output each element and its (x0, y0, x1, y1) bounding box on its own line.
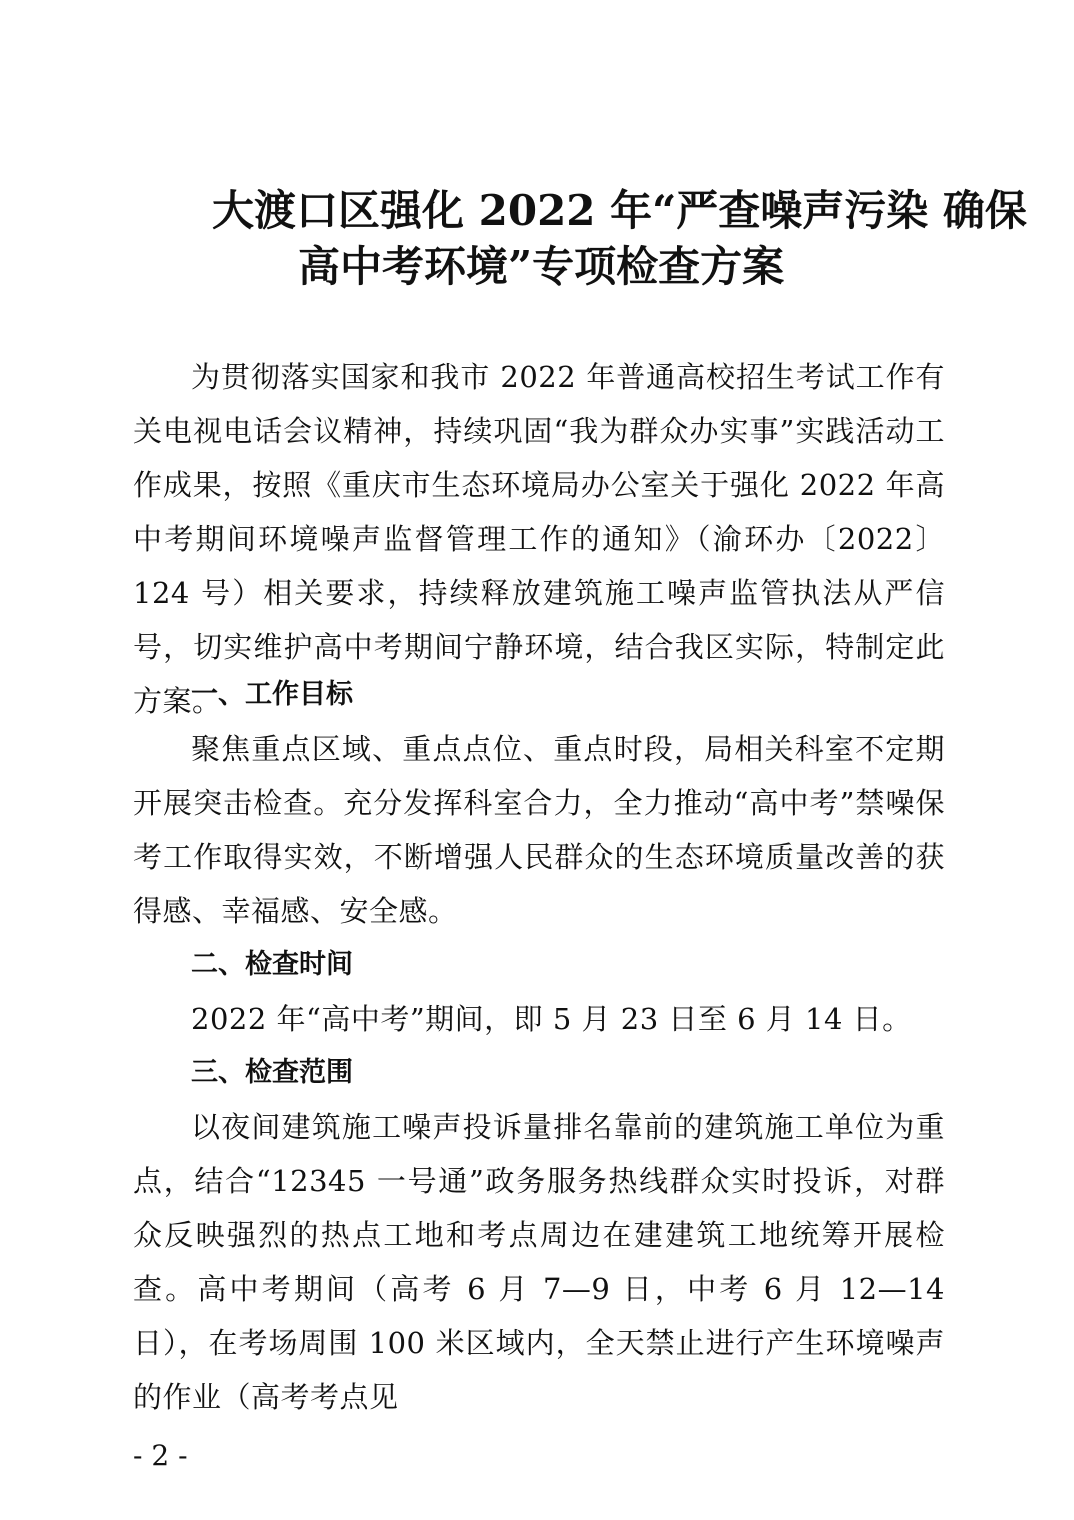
document-title-line-2: 高中考环境”专项检查方案 (298, 242, 785, 291)
section-heading-goals: 一、工作目标 (191, 679, 353, 710)
section-body-time: 2022 年“高中考”期间，即 5 月 23 日至 6 月 14 日。 (191, 1002, 912, 1036)
document-title-line-1: 大渡口区强化 2022 年“严查噪声污染 确保 (212, 186, 1027, 235)
section-heading-time: 二、检查时间 (191, 949, 353, 980)
page-number: - 2 - (133, 1439, 188, 1472)
intro-paragraph: 为贯彻落实国家和我市 2022 年普通高校招生考试工作有关电视电话会议精神，持续巩固“我为群众办实事”实践活动工作成果，按照《重庆市生态环境局办公室关于强化 2022 年高中考期间环境噪声监督管理工作的通知》（渝环办〔2022〕124 号）相关要求，持续释放建筑施工噪声监管执法从严信号，切实维护高中考期间宁静环境，结合我区实际，特制定此方案。 (133, 360, 945, 718)
section-body-goals: 聚焦重点区域、重点点位、重点时段，局相关科室不定期开展突击检查。充分发挥科室合力，全力推动“高中考”禁噪保考工作取得实效，不断增强人民群众的生态环境质量改善的获得感、幸福感、安全感。 (133, 732, 945, 928)
section-heading-scope: 三、检查范围 (191, 1057, 353, 1088)
section-body-scope: 以夜间建筑施工噪声投诉量排名靠前的建筑施工单位为重点，结合“12345 一号通”政务服务热线群众实时投诉，对群众反映强烈的热点工地和考点周边在建建筑工地统筹开展检查。高中考期间（高考 6 月 7—9 日，中考 6 月 12—14 日），在考场周围 100 米区域内，全天禁止进行产生环境噪声的作业（高考考点见 (133, 1110, 945, 1414)
